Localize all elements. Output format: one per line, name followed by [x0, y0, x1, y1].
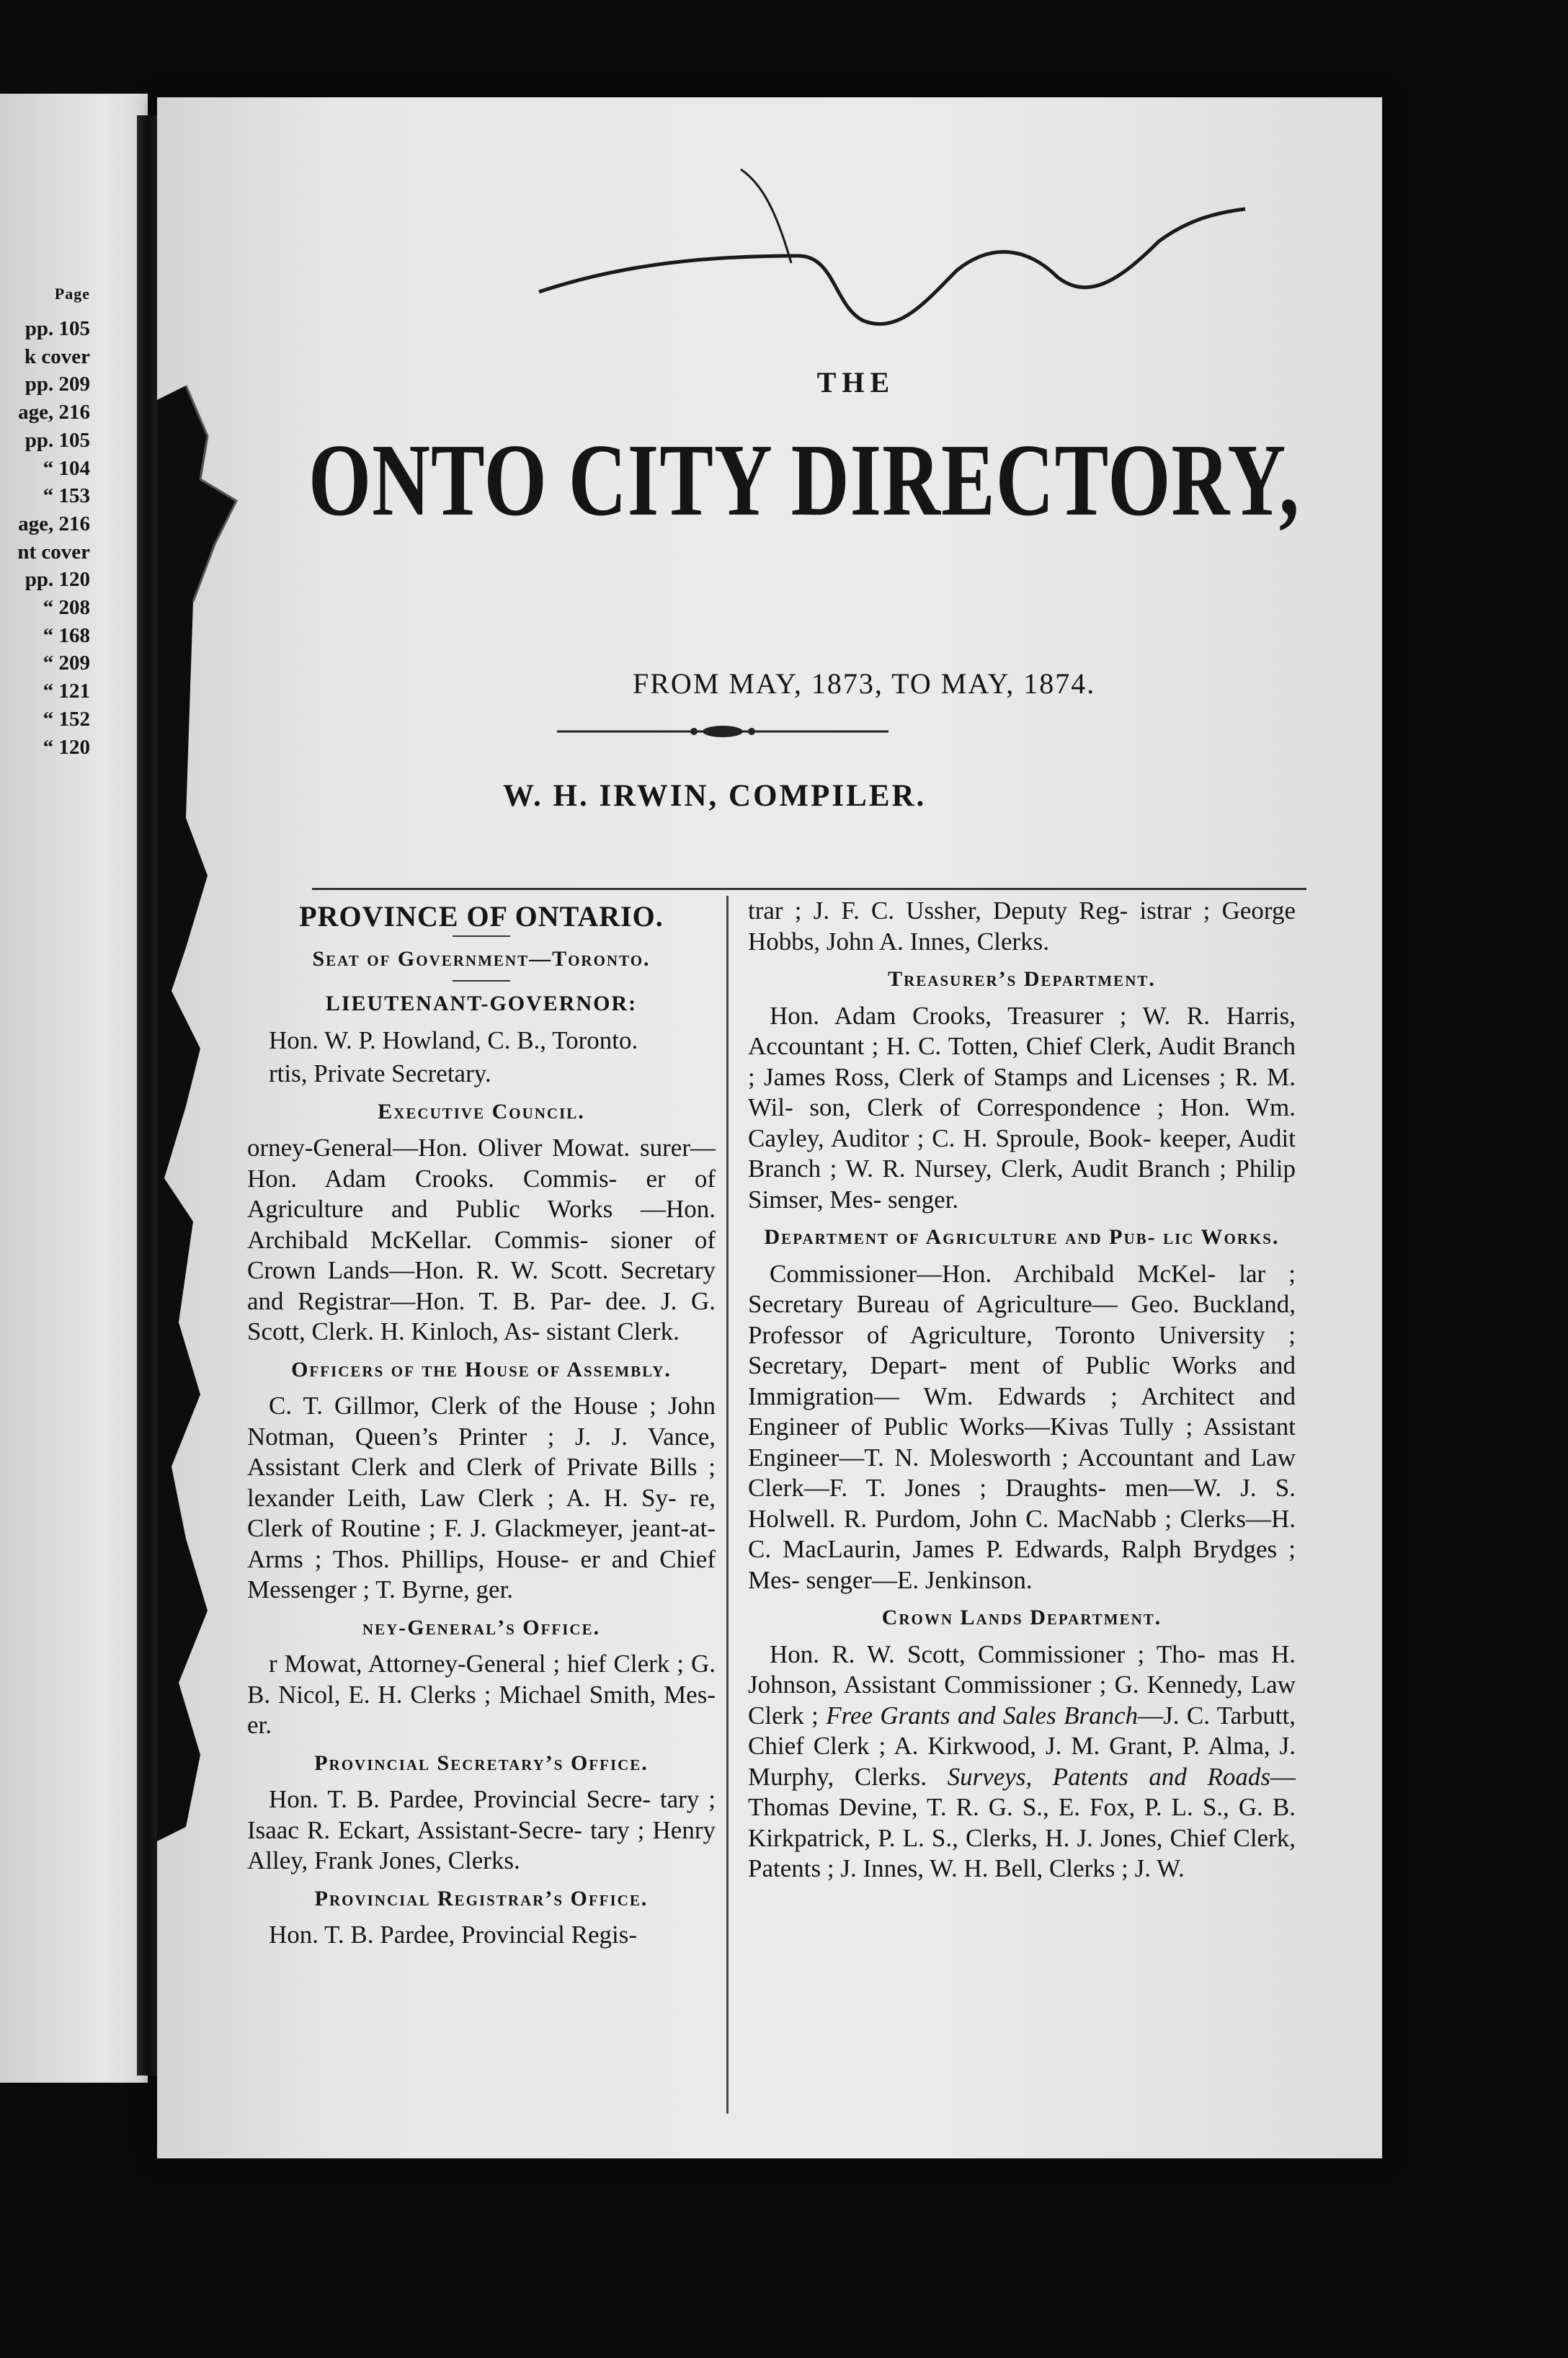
compiler-line: W. H. IRWIN, COMPILER. [503, 779, 927, 813]
index-entry: pp. 105 [24, 428, 90, 452]
index-entry: “ 120 [43, 735, 90, 759]
right-column [748, 896, 1296, 1887]
header-rule [312, 888, 1306, 890]
crown-lands-text-3: —Thomas Devine, T. R. G. S., E. Fox, P. L. S., G. B. Kirkpatrick, P. L. S., Clerks, H. J. Jones, Chief Clerk, Patents ; J. Innes, W. H. Bell, Clerks ; J. W. [748, 1762, 1296, 1882]
provincial-registrar-entry: Hon. T. B. Pardee, Provincial Regis- [269, 1921, 637, 1949]
date-range: FROM MAY, 1873, TO MAY, 1874. [633, 667, 1096, 700]
section-heading-province: PROVINCE OF ONTARIO. [299, 900, 664, 933]
index-entry: pp. 209 [24, 373, 90, 396]
ornamental-rule [557, 717, 888, 746]
short-rule [453, 980, 510, 982]
index-entry: “ 208 [43, 596, 90, 620]
crown-lands-text-1: Hon. R. W. Scott, Commissioner ; Tho- mas H. Johnson, Assistant Commissioner ; G. Kennedy, Law Clerk ; [748, 1640, 1296, 1730]
page-title: ONTO CITY DIRECTORY, [308, 423, 1300, 538]
left-column [247, 896, 716, 1954]
heading-provincial-registrar: Provincial Registrar’s Office. [314, 1886, 649, 1910]
heading-provincial-secretary: Provincial Secretary’s Office. [314, 1750, 649, 1775]
index-entry: k cover [24, 344, 90, 368]
heading-attorney-general: ney-General’s Office. [362, 1615, 601, 1640]
agriculture-entry: Commissioner—Hon. Archibald McKel- lar ; Secretary Bureau of Agriculture— Geo. Buckland, Professor of Agriculture, Toronto University ; Secretary, Depart- ment of Public Works and Immigration— Wm. Edwards ; Architect and Engineer of Public Works—Kivas Tully ; Assistant Engineer—T. N. Molesworth ; Accountant and Law Clerk—F. T. Jones ; Draughts- men—W. J. S. Holwell. R. Purdom, John C. MacNabb ; Clerks—H. C. MacLaurin, James P. Edwards, Ralph Brydges ; Mes- senger—E. Jenkinson. [748, 1259, 1296, 1594]
heading-treasurer: Treasurer’s Department. [888, 967, 1156, 991]
column-divider [726, 896, 729, 2114]
house-of-assembly-entry: C. T. Gillmor, Clerk of the House ; John Notman, Queen’s Printer ; J. J. Vance, Assistant Clerk and Clerk of Private Bills ; lexander Leith, Law Clerk ; A. H. Sy- re, Clerk of Routine ; F. J. Glackmeyer, jeant-at-Arms ; Thos. Phillips, House- er and Chief Messenger ; T. Byrne, ger. [247, 1392, 716, 1603]
crown-lands-italic-2: Surveys, Patents and Roads [947, 1762, 1271, 1791]
heading-lieutenant-governor: LIEUTENANT-GOVERNOR: [325, 992, 638, 1015]
index-entry: “ 152 [43, 707, 90, 731]
treasurer-entry: Hon. Adam Crooks, Treasurer ; W. R. Harris, Accountant ; H. C. Totten, Chief Clerk, Audit Branch ; James Ross, Clerk of Stamps and Licenses ; R. M. Wil- son, Clerk of Correspondence ; Hon. Wm. Cayley, Auditor ; C. H. Sproule, Book- keeper, Audit Branch ; W. R. Nursey, Clerk, Audit Branch ; Philip Simser, Mes- senger. [748, 1001, 1296, 1214]
index-entry: age, 216 [18, 401, 90, 424]
short-rule [453, 935, 510, 937]
title-article: THE [816, 366, 896, 399]
index-entry: “ 168 [43, 623, 90, 647]
index-entry: “ 121 [43, 680, 90, 703]
index-entry: age, 216 [18, 512, 90, 535]
heading-house-of-assembly: Officers of the House of Assembly. [291, 1357, 672, 1382]
previous-page-index [0, 285, 90, 761]
private-secretary-entry: rtis, Private Secretary. [269, 1059, 491, 1087]
registrar-continued: trar ; J. F. C. Ussher, Deputy Reg- istrar ; George Hobbs, John A. Innes, Clerks. [748, 897, 1296, 956]
lieutenant-governor-entry: Hon. W. P. Howland, C. B., Toronto. [269, 1025, 638, 1054]
index-entry: “ 209 [43, 651, 90, 675]
index-entry: pp. 105 [24, 317, 90, 340]
heading-executive-council: Executive Council. [378, 1099, 585, 1124]
directory-page [157, 97, 1382, 2158]
heading-crown-lands: Crown Lands Department. [881, 1606, 1162, 1629]
index-header: Page [54, 285, 90, 303]
index-entry: pp. 120 [24, 568, 90, 592]
crown-lands-entry [748, 1640, 1296, 1885]
crown-lands-text-2: —J. C. Tarbutt, Chief Clerk ; A. Kirkwood, J. M. Grant, P. Alma, J. Murphy, Clerks. [748, 1701, 1296, 1791]
pen-flourish [525, 155, 1389, 342]
seat-of-government: Seat of Government—Toronto. [312, 946, 651, 971]
crown-lands-italic-1: Free Grants and Sales Branch [826, 1701, 1139, 1730]
executive-council-entry: orney-General—Hon. Oliver Mowat. surer—Hon. Adam Crooks. Commis- er of Agriculture and Public Works —Hon. Archibald McKellar. Commis- sioner of Crown Lands—Hon. R. W. Scott. Secretary and Registrar—Hon. T. B. Par- dee. J. G. Scott, Clerk. H. Kinloch, As- sistant Clerk. [247, 1134, 716, 1345]
attorney-general-entry: r Mowat, Attorney-General ; hief Clerk ; G. B. Nicol, E. H. Clerks ; Michael Smith, Mes- er. [247, 1650, 716, 1739]
index-entry: “ 153 [43, 484, 90, 508]
heading-agriculture: Department of Agriculture and Pub- lic Works. [764, 1225, 1280, 1249]
provincial-secretary-entry: Hon. T. B. Pardee, Provincial Secre- tary ; Isaac R. Eckart, Assistant-Secre- tary ; Henry Alley, Frank Jones, Clerks. [247, 1785, 716, 1874]
previous-page-strip [0, 94, 148, 2083]
index-entry: “ 104 [43, 456, 90, 480]
index-entry: nt cover [17, 540, 90, 564]
